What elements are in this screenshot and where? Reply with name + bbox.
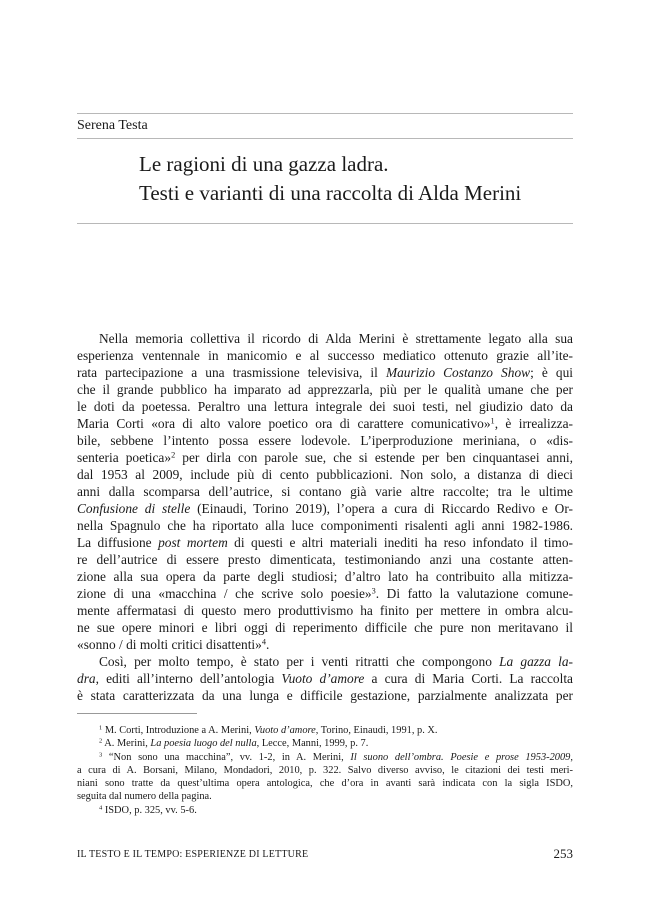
- footnote-4: $^4$ ISDO, p. 325, vv. 5-6.: [99, 804, 197, 816]
- footnote-ref: 4: [261, 637, 267, 647]
- body-line: anni dalla scomparsa dell’autrice, si contano già varie altre raccolte; tra le ultime: [77, 484, 573, 499]
- footnote-ref: 2: [171, 450, 176, 460]
- italic-show-name: Maurizio Costanzo Show: [385, 365, 531, 380]
- body-line: è stata caratterizzata da una lunga e difficile gestazione, parzialmente analizzata per: [77, 688, 573, 703]
- article-title: [139, 150, 579, 208]
- body-line: Nella memoria collettiva il ricordo di Alda Merini è strettamente legato alla sua: [99, 331, 573, 346]
- body-line: zione di una «macchina / che scrive solo poesie»$^3$. Di fatto la valutazione comune-: [77, 586, 573, 601]
- body-line: bile, sebbene l’intento possa essere lodevole. L’iperproduzione meriniana, o «dis-: [77, 433, 573, 448]
- body-text: [77, 330, 573, 704]
- footnote-2: $^2$ A. Merini, La poesia luogo del nulla, Lecce, Manni, 1999, p. 7.: [99, 737, 369, 750]
- footnote-ref: 3: [371, 586, 376, 596]
- footnote-ref: 1: [490, 416, 495, 426]
- body-line: Così, per molto tempo, è stato per i venti ritratti che compongono La gazza la-: [99, 654, 573, 669]
- footnote-3: $^3$ “Non sono una macchina”, vv. 1-2, in A. Merini, Il suono dell’ombra. Poesie e prose 1953-2009,: [99, 751, 573, 763]
- body-line: zione alla sua opera da parte degli studiosi; d’altro lato ha contribuito alla mitizza-: [77, 569, 573, 584]
- body-line: La diffusione post mortem di questi e altri materiali inediti ha reso infondato il timo-: [77, 535, 573, 550]
- footnote-3-line: a cura di A. Borsani, Milano, Mondadori, 2010, p. 322. Salvo diverso avviso, le citazioni dei testi meri-: [77, 764, 573, 776]
- body-line: mente affermatasi di questo mero produttivismo ha finito per mettere in ombra alcu-: [77, 603, 573, 618]
- footnote-3-line: seguita dal numero della pagina.: [77, 791, 212, 803]
- title-line-2: Testi e varianti di una raccolta di Alda Merini: [139, 181, 522, 205]
- body-line: rata partecipazione a una trasmissione televisiva, il Maurizio Costanzo Show; è qui: [77, 365, 573, 380]
- italic-book-title: dra: [77, 671, 96, 686]
- footnote-3-line: niani sono tratte da quest’ultima opera antologica, che d’ora in avanti sarà indicata con la sigla ISDO,: [77, 778, 573, 790]
- body-line: «sonno / di molti critici disattenti»$^4$.: [77, 637, 270, 652]
- body-line: esperienza ventennale in manicomio e al successo mediatico ottenuto grazie all’ite-: [77, 348, 573, 363]
- italic-term: post mortem: [158, 535, 228, 550]
- body-line: le doti da poetessa. Peraltro una lettura integrale dei suoi testi, nel giudizio dato da: [77, 399, 573, 414]
- body-line: Confusione di stelle (Einaudi, Torino 2019), l’opera a cura di Riccardo Redivo e Or-: [77, 501, 573, 516]
- author-name: Serena Testa: [77, 118, 148, 133]
- italic-book-title: La gazza la-: [499, 654, 573, 669]
- body-line: dra, editi all’interno dell’antologia Vuoto d’amore a cura di Maria Corti. La raccolta: [77, 671, 573, 686]
- body-line: re dell’autrice di essere presto dimenticata, testimoniando anzi una costante atten-: [77, 552, 573, 567]
- body-line: dal 1953 al 2009, include più di cento pubblicazioni. Non solo, a distanza di dieci: [77, 467, 573, 482]
- body-line: Maria Corti «ora di alto valore poetico ora di carattere comunicativo»$^1$, è irrealizza-: [77, 416, 573, 431]
- body-line: nella Spagnulo che ha riportato alla luce componimenti risalenti agli anni 1982-1986.: [77, 518, 573, 533]
- footnotes: [77, 724, 573, 817]
- page-number: 253: [553, 846, 573, 861]
- body-line: ne sue opere minori e libri oggi di reperimento difficile che pure non meritavano il: [77, 620, 573, 635]
- footnote-1: $^1$ M. Corti, Introduzione a A. Merini, Vuoto d’amore, Torino, Einaudi, 1991, p. X.: [99, 724, 438, 736]
- header-top-rule: [77, 113, 573, 114]
- footnote-rule: [77, 713, 197, 714]
- title-bottom-rule: [77, 223, 573, 224]
- title-line-1: Le ragioni di una gazza ladra.: [139, 152, 389, 176]
- italic-book-title: Vuoto d’amore: [281, 671, 365, 686]
- body-line: che il grande pubblico ha imparato ad apprezzarla, più per le qualità umane che per: [77, 382, 573, 397]
- italic-book-title: Confusione di stelle: [77, 501, 191, 516]
- body-line: senteria poetica»$^2$ per dirla con parole sue, che si estende per ben cinquantasei anni,: [77, 450, 573, 465]
- running-title: IL TESTO E IL TEMPO: ESPERIENZE DI LETTURE: [77, 849, 309, 860]
- header-bottom-rule: [77, 138, 573, 139]
